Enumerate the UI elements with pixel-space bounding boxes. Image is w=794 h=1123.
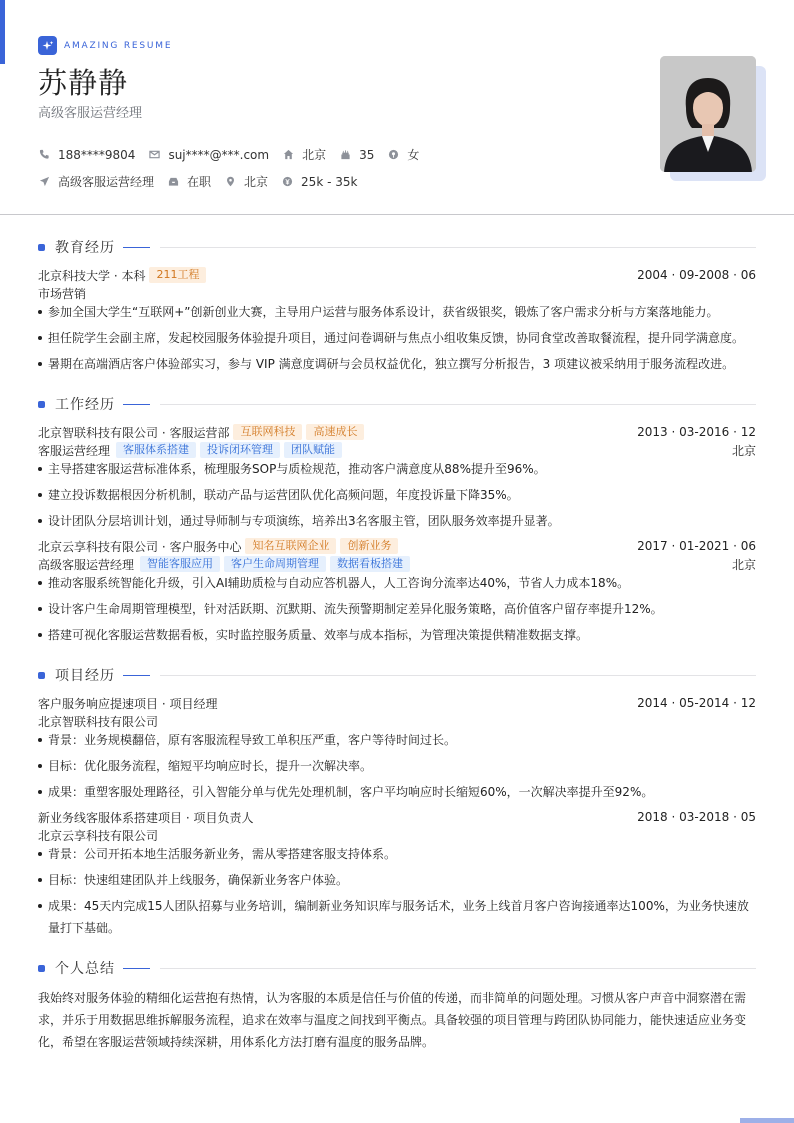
work-date: 2017 · 01-2021 · 06	[637, 539, 756, 553]
gender-item	[387, 146, 419, 163]
section-rule	[160, 404, 756, 405]
education-entry-head	[38, 266, 756, 284]
avatar-photo	[660, 56, 756, 172]
company-tag: 互联网科技	[233, 424, 302, 440]
section-dot	[38, 401, 45, 408]
section-education	[38, 238, 756, 256]
home-text: 北京	[302, 148, 327, 162]
section-title-summary: 个人总结	[55, 961, 115, 977]
sparkle-icon	[38, 36, 57, 55]
education-bullet: 参加全国大学生“互联网+”创新创业大赛，主导用户运营与服务体系设计，获省级银奖，锻炼了客户需求分析与方案落地能力。	[38, 301, 756, 323]
status-text: 在职	[187, 175, 212, 189]
phone-text: 188****9804	[58, 147, 136, 162]
intent-position-text: 高级客服运营经理	[58, 175, 155, 189]
project-bullet: 目标：快速组建团队并上线服务，确保新业务客户体验。	[38, 869, 756, 891]
home-item	[282, 146, 326, 163]
education-bullet: 担任院学生会副主席，发起校园服务体验提升项目，通过问卷调研与焦点小组收集反馈，协同食堂改善取餐流程，提升同学满意度。	[38, 327, 756, 349]
age-item	[339, 148, 374, 162]
left-accent-bar	[0, 0, 5, 64]
candidate-title: 高级客服运营经理	[38, 106, 143, 121]
project-company: 北京云享科技有限公司	[38, 828, 159, 843]
contact-row	[38, 146, 432, 163]
email-item	[148, 148, 269, 162]
job-role: 高级客服运营经理	[38, 557, 135, 572]
project-title: 新业务线客服体系搭建项目 · 项目负责人	[38, 810, 254, 825]
skill-tag: 团队赋能	[284, 442, 342, 458]
project-entry-sub	[38, 712, 756, 730]
intent-city-item	[224, 173, 268, 190]
project-entry-head	[38, 694, 756, 712]
project-entry-head	[38, 808, 756, 826]
avatar-photo-frame	[660, 56, 766, 182]
section-work	[38, 395, 756, 413]
work-city: 北京	[731, 443, 756, 458]
work-bullet: 搭建可视化客服运营数据看板，实时监控服务质量、效率与成本指标，为管理决策提供精准数据支撑。	[38, 624, 756, 646]
cake-icon	[339, 149, 351, 161]
school-name: 北京科技大学 · 本科	[38, 268, 146, 283]
company-tag: 创新业务	[340, 538, 398, 554]
work-city: 北京	[731, 557, 756, 572]
skill-tag: 客服体系搭建	[116, 442, 196, 458]
company-name: 北京智联科技有限公司 · 客服运营部	[38, 425, 230, 440]
brand-text: AMAZING RESUME	[64, 40, 173, 51]
job-intent-row	[38, 173, 370, 190]
send-icon	[38, 176, 50, 188]
project-date: 2014 · 05-2014 · 12	[637, 696, 756, 710]
project-title: 客户服务响应提速项目 · 项目经理	[38, 696, 218, 711]
section-rule	[160, 675, 756, 676]
skill-tag: 数据看板搭建	[330, 556, 410, 572]
status-item	[167, 173, 211, 190]
section-project	[38, 666, 756, 684]
work-bullet: 设计客户生命周期管理模型，针对活跃期、沉默期、流失预警期制定差异化服务策略，高价值客户留存率提升12%。	[38, 598, 756, 620]
bottom-accent-bar	[740, 1118, 794, 1123]
section-rule	[160, 968, 756, 969]
education-entry-sub	[38, 284, 756, 302]
section-accent-line	[123, 968, 150, 969]
section-dot	[38, 244, 45, 251]
header-divider	[0, 214, 794, 215]
pin-icon	[224, 176, 236, 188]
skill-tag: 客户生命周期管理	[224, 556, 326, 572]
section-accent-line	[123, 404, 150, 405]
skill-tag: 投诉闭环管理	[200, 442, 280, 458]
brand	[38, 36, 758, 55]
phone-item	[38, 148, 135, 162]
home-icon	[282, 149, 294, 161]
summary-text: 我始终对服务体验的精细化运营抱有热情，认为客服的本质是信任与价值的传递，而非简单的问题处理。习惯从客户声音中洞察潜在需求，并乐于用数据思维拆解服务流程，追求在效率与温度之间找到平衡点。具备较强的项目管理与跨团队协同能力，能快速适应业务变化，希望在客服运营领域持续深耕，用体系化方法打磨有温度的服务品牌。	[38, 991, 747, 1049]
salary-text: 25k - 35k	[301, 174, 358, 189]
age-text: 35	[359, 147, 375, 162]
gender-icon	[387, 149, 399, 161]
gender-text: 女	[407, 148, 420, 162]
skill-tag: 智能客服应用	[140, 556, 220, 572]
section-rule	[160, 247, 756, 248]
mail-icon	[148, 149, 160, 161]
work-entry-head	[38, 537, 756, 555]
work-entry-sub	[38, 441, 756, 459]
section-summary	[38, 959, 756, 977]
salary-item	[281, 175, 357, 189]
intent-city-text: 北京	[244, 175, 269, 189]
intent-position-item	[38, 173, 154, 190]
school-tag: 211工程	[149, 267, 206, 283]
candidate-name: 苏静静	[38, 66, 129, 100]
education-date: 2004 · 09-2008 · 06	[637, 268, 756, 282]
work-bullet: 建立投诉数据根因分析机制，联动产品与运营团队优化高频问题，年度投诉量下降35%。	[38, 484, 756, 506]
work-date: 2013 · 03-2016 · 12	[637, 425, 756, 439]
section-accent-line	[123, 247, 150, 248]
company-tag: 高速成长	[306, 424, 364, 440]
section-title-project: 项目经历	[55, 668, 115, 684]
work-entry-head	[38, 423, 756, 441]
project-bullet: 成果：重塑客服处理路径，引入智能分单与优先处理机制，客户平均响应时长缩短60%，一次解决率提升至92%。	[38, 781, 756, 803]
education-bullet: 暑期在高端酒店客户体验部实习，参与 VIP 满意度调研与会员权益优化，独立撰写分析报告，3 项建议被采纳用于服务流程改进。	[38, 353, 756, 375]
project-bullet: 成果：45天内完成15人团队招募与业务培训，编制新业务知识库与服务话术，业务上线首月客户咨询接通率达100%，为业务快速放量打下基础。	[38, 895, 756, 939]
company-name: 北京云享科技有限公司 · 客户服务中心	[38, 539, 242, 554]
project-bullet: 背景：公司开拓本地生活服务新业务，需从零搭建客服支持体系。	[38, 843, 756, 865]
project-company: 北京智联科技有限公司	[38, 714, 159, 729]
email-text: suj****@***.com	[168, 147, 270, 162]
resume-header	[38, 36, 758, 206]
section-accent-line	[123, 675, 150, 676]
project-bullet: 目标：优化服务流程，缩短平均响应时长，提升一次解决率。	[38, 755, 756, 777]
company-tag: 知名互联网企业	[245, 538, 336, 554]
project-entry-sub	[38, 826, 756, 844]
work-entry-sub	[38, 555, 756, 573]
work-bullet: 推动客服系统智能化升级，引入AI辅助质检与自动应答机器人，人工咨询分流率达40%，节省人力成本18%。	[38, 572, 756, 594]
work-bullet: 设计团队分层培训计划，通过导师制与专项演练，培养出3名客服主管，团队服务效率提升显著。	[38, 510, 756, 532]
section-dot	[38, 672, 45, 679]
project-bullet: 背景：业务规模翻倍，原有客服流程导致工单积压严重，客户等待时间过长。	[38, 729, 756, 751]
work-bullet: 主导搭建客服运营标准体系，梳理服务SOP与质检规范，推动客户满意度从88%提升至96%。	[38, 458, 756, 480]
section-title-work: 工作经历	[55, 397, 115, 413]
coin-icon	[281, 176, 293, 188]
phone-icon	[38, 149, 50, 161]
job-role: 客服运营经理	[38, 443, 111, 458]
project-date: 2018 · 03-2018 · 05	[637, 810, 756, 824]
inbox-icon	[167, 176, 179, 188]
section-title-education: 教育经历	[55, 240, 115, 256]
section-dot	[38, 965, 45, 972]
major-name: 市场营销	[38, 286, 87, 301]
